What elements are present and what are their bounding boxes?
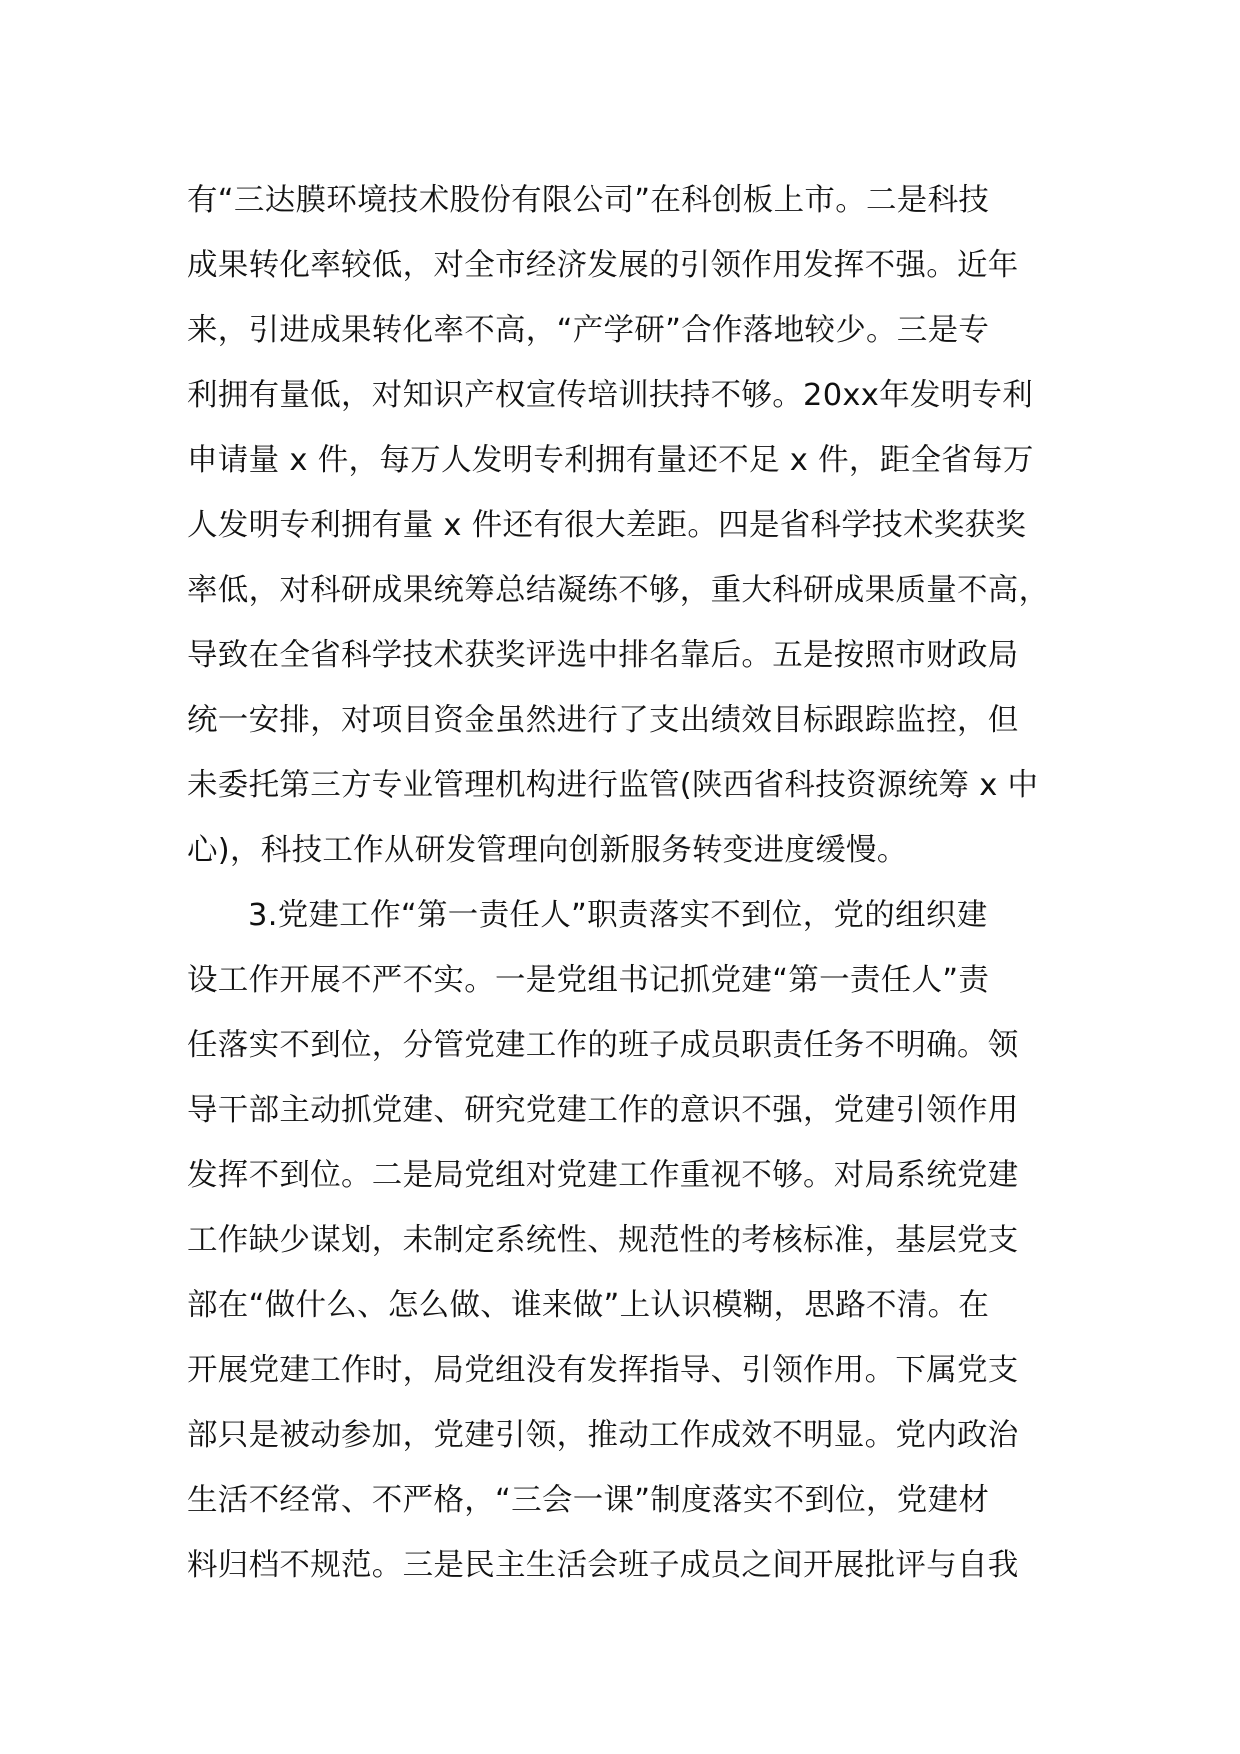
- text-line: 率低，对科研成果统筹总结凝练不够，重大科研成果质量不高，: [187, 573, 1050, 608]
- text-line: 人发明专利拥有量 x 件还有很大差距。四是省科学技术奖获奖: [187, 508, 1027, 543]
- text-line: 统一安排，对项目资金虽然进行了支出绩效目标跟踪监控，但: [187, 703, 1019, 738]
- text-line: 开展党建工作时，局党组没有发挥指导、引领作用。下属党支: [187, 1353, 1019, 1388]
- text-line: 心)，科技工作从研发管理向创新服务转变进度缓慢。: [187, 833, 908, 868]
- text-line: 未委托第三方专业管理机构进行监管(陕西省科技资源统筹 x 中: [187, 768, 1039, 803]
- text-line: 利拥有量低，对知识产权宣传培训扶持不够。20xx年发明专利: [187, 378, 1034, 413]
- text-line: 部只是被动参加，党建引领，推动工作成效不明显。党内政治: [187, 1418, 1019, 1453]
- text-line: 发挥不到位。二是局党组对党建工作重视不够。对局系统党建: [187, 1158, 1019, 1193]
- text-line: 生活不经常、不严格，“三会一课”制度落实不到位，党建材: [187, 1483, 990, 1518]
- body-text: [187, 168, 1067, 1598]
- section-heading-line: 3.党建工作“第一责任人”职责落实不到位，党的组织建: [248, 898, 988, 933]
- text-line: 导致在全省科学技术获奖评选中排名靠后。五是按照市财政局: [187, 638, 1019, 673]
- text-line: 部在“做什么、怎么做、谁来做”上认识模糊，思路不清。在: [187, 1288, 990, 1323]
- text-line: 设工作开展不严不实。一是党组书记抓党建“第一责任人”责: [187, 963, 990, 998]
- text-line: 申请量 x 件，每万人发明专利拥有量还不足 x 件，距全省每万: [187, 443, 1034, 478]
- text-line: 任落实不到位，分管党建工作的班子成员职责任务不明确。领: [187, 1028, 1019, 1063]
- text-line: 成果转化率较低，对全市经济发展的引领作用发挥不强。近年: [187, 248, 1019, 283]
- text-line: 料归档不规范。三是民主生活会班子成员之间开展批评与自我: [187, 1548, 1019, 1583]
- text-line: 有“三达膜环境技术股份有限公司”在科创板上市。二是科技: [187, 183, 990, 218]
- text-line: 来，引进成果转化率不高，“产学研”合作落地较少。三是专: [187, 313, 990, 348]
- text-line: 工作缺少谋划，未制定系统性、规范性的考核标准，基层党支: [187, 1223, 1019, 1258]
- text-line: 导干部主动抓党建、研究党建工作的意识不强，党建引领作用: [187, 1093, 1019, 1128]
